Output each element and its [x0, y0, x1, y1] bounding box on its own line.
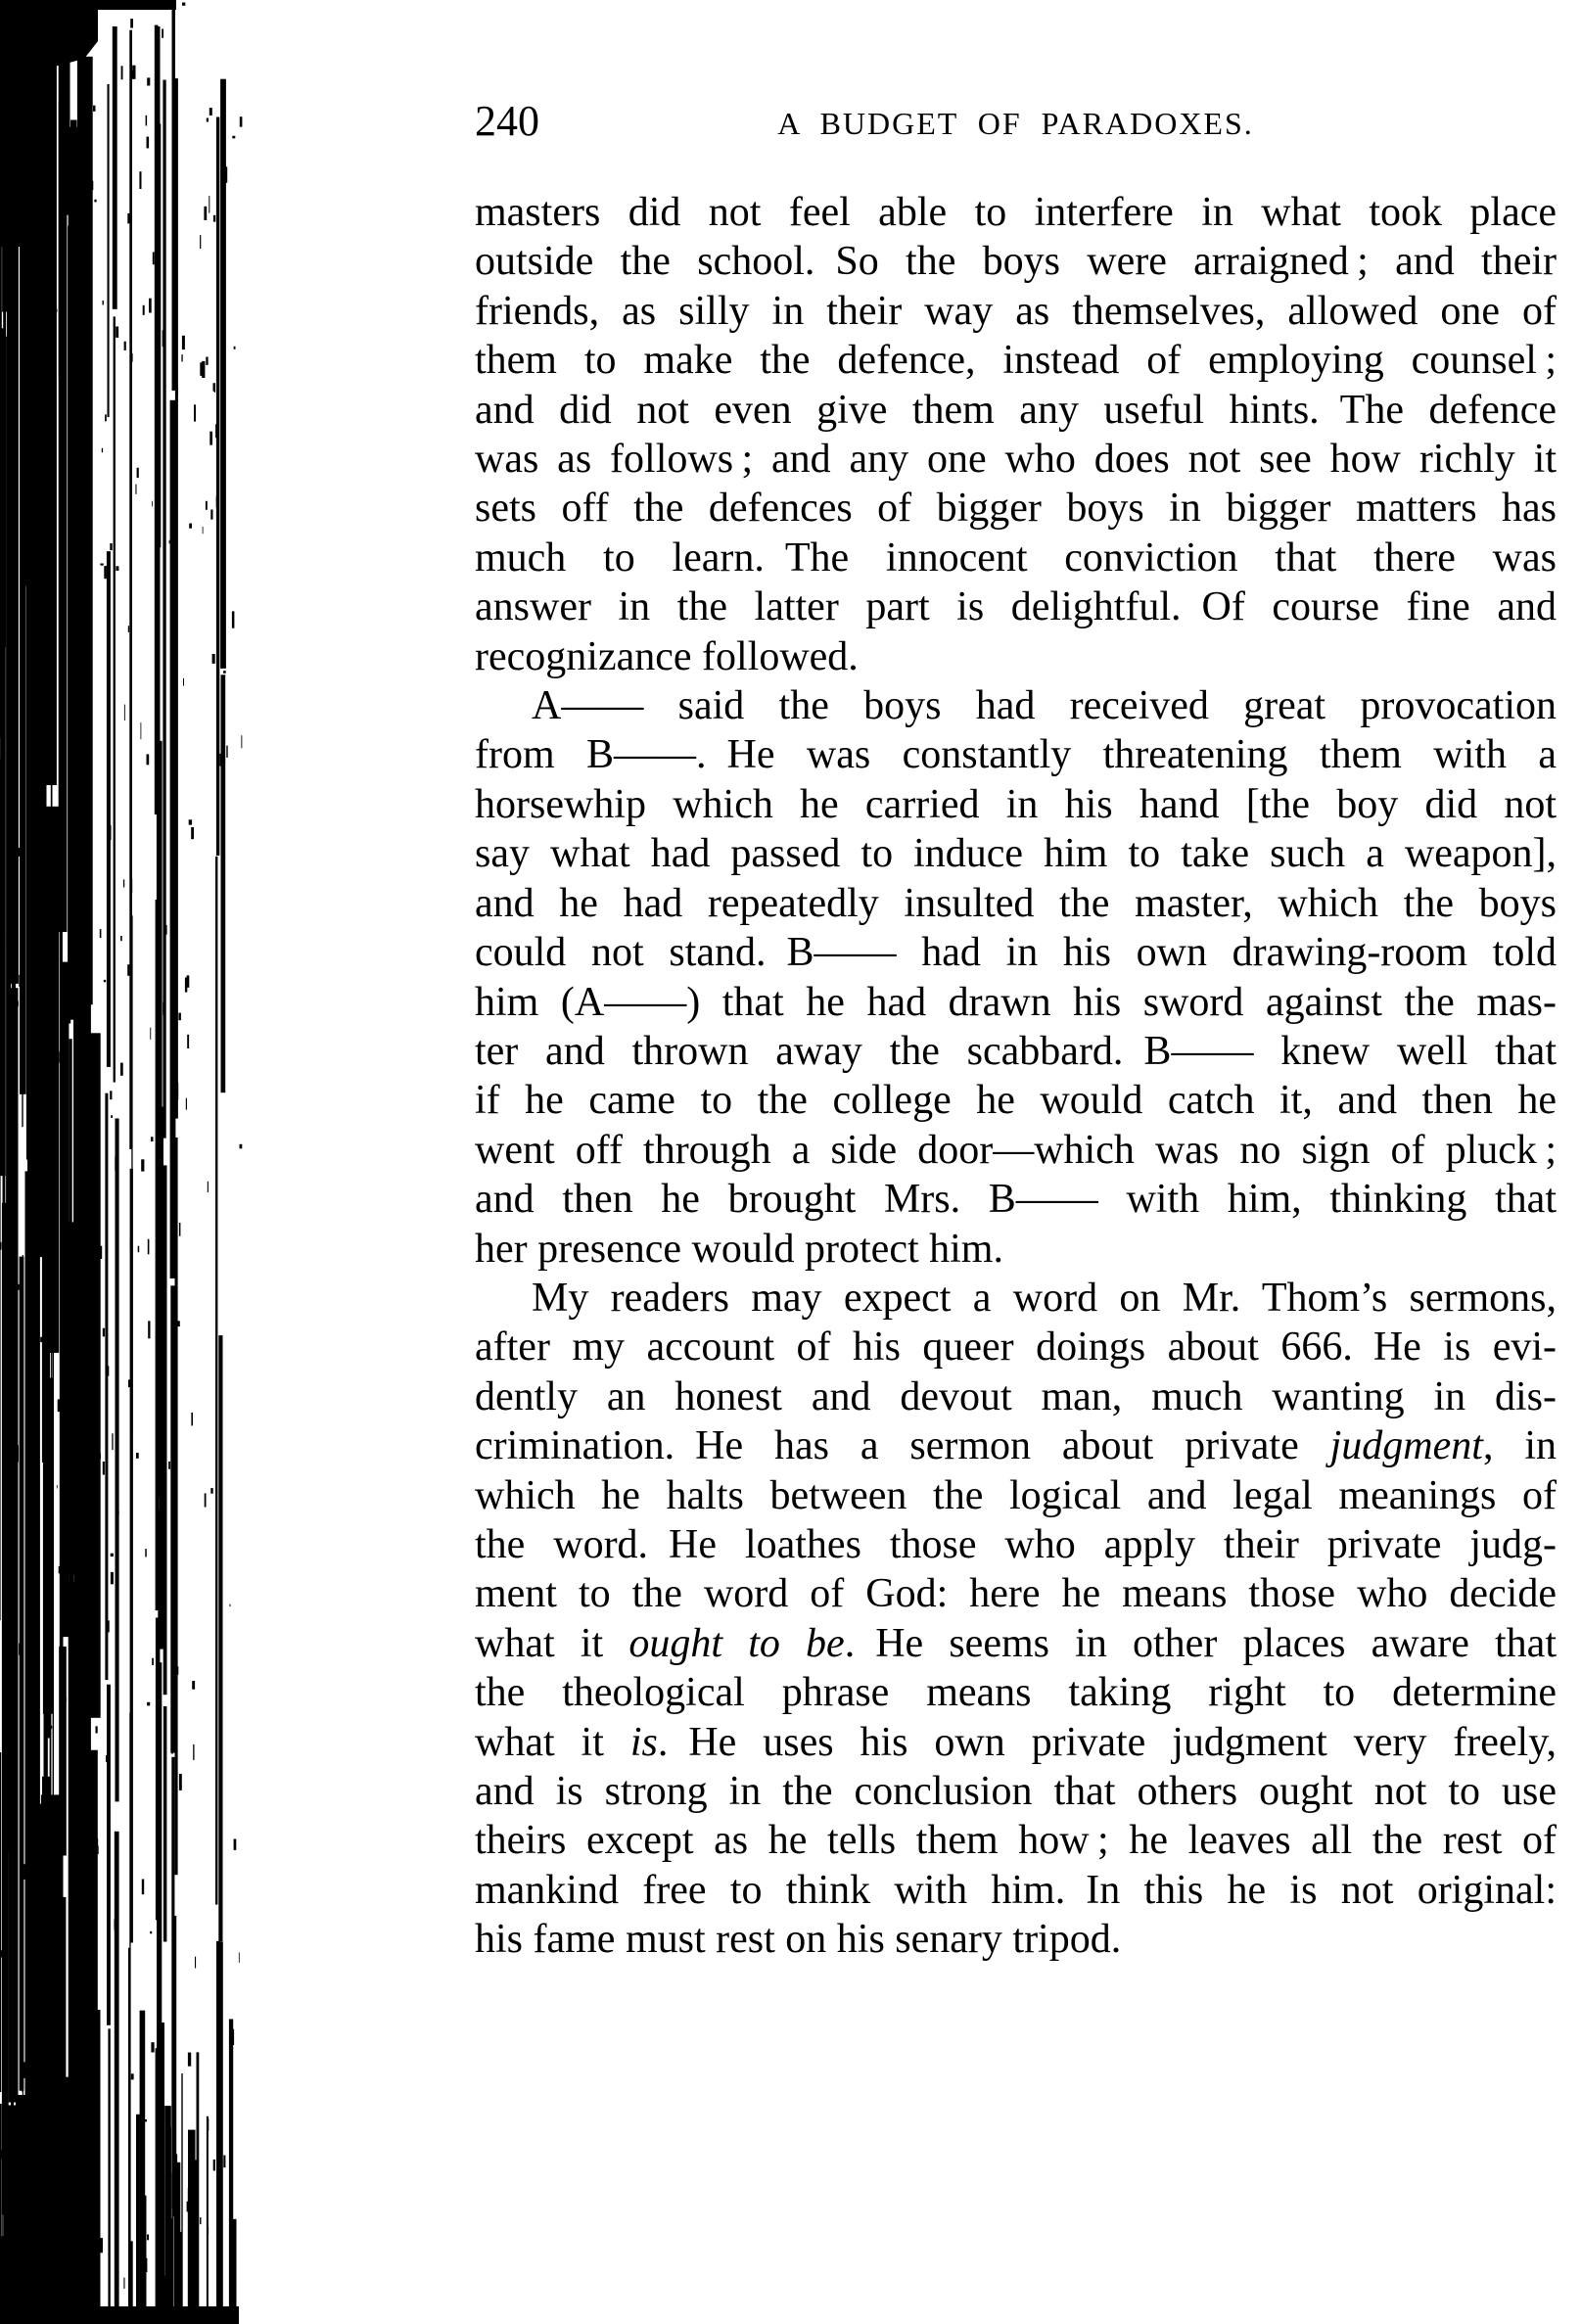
page-header	[475, 98, 1557, 149]
text-line: from B——. He was constantly threatening them with a	[475, 732, 1557, 778]
paragraph	[475, 681, 1557, 1274]
text-line: what it is. He uses his own private judgment very freely,	[475, 1719, 1558, 1765]
text-line: A—— said the boys had received great provocation	[532, 683, 1557, 729]
text-line: ter and thrown away the scabbard. B—— knew well that	[475, 1028, 1557, 1074]
text-line: dently an honest and devout man, much wanting in dis-	[475, 1373, 1557, 1419]
text-line: say what had passed to induce him to take such a weapon],	[475, 831, 1557, 877]
text-line: could not stand. B—— had in his own drawing-room told	[475, 930, 1557, 976]
page-number: 240	[475, 97, 539, 145]
text-line: recognizance followed.	[475, 633, 859, 679]
text-line: and he had repeatedly insulted the master, which the boys	[475, 880, 1557, 926]
text-line: friends, as silly in their way as themselves, allowed one of	[475, 288, 1557, 334]
text-line: his fame must rest on his senary tripod.	[475, 1917, 1122, 1963]
paragraph	[475, 188, 1557, 681]
text-line: and did not even give them any useful hints. The defence	[475, 387, 1557, 433]
text-line: which he halts between the logical and legal meanings of	[475, 1472, 1557, 1518]
text-line: much to learn. The innocent conviction that there was	[475, 535, 1557, 581]
running-title: A BUDGET OF PARADOXES.	[777, 106, 1254, 141]
text-line: what it ought to be. He seems in other places aware that	[475, 1620, 1557, 1666]
text-line: the theological phrase means taking right to determine	[475, 1670, 1557, 1716]
text-line: horsewhip which he carried in his hand [the boy did not	[475, 781, 1557, 827]
text-line: crimination. He has a sermon about private judgment, in	[475, 1423, 1557, 1469]
text-line: sets off the defences of bigger boys in bigger matters has	[475, 486, 1557, 532]
text-line: after my account of his queer doings about 666. He is evi-	[475, 1325, 1557, 1371]
paragraph	[475, 1274, 1557, 1965]
text-line: the word. He loathes those who apply their private judg-	[475, 1521, 1557, 1567]
text-line: ment to the word of God: here he means those who decide	[475, 1571, 1557, 1617]
text-line: her presence would protect him.	[475, 1226, 1003, 1272]
book-gutter-scan-artifact	[0, 0, 255, 2324]
text-line: them to make the defence, instead of employing counsel ;	[475, 338, 1557, 384]
text-line: and then he brought Mrs. B—— with him, thinking that	[475, 1177, 1557, 1223]
text-line: went off through a side door—which was no sign of pluck ;	[475, 1127, 1557, 1173]
text-line: was as follows ; and any one who does not see how richly it	[475, 437, 1557, 483]
text-line: outside the school. So the boys were arraigned ; and their	[475, 239, 1557, 285]
text-line: him (A——) that he had drawn his sword against the mas-	[475, 979, 1557, 1025]
text-line: theirs except as he tells them how ; he leaves all the rest of	[475, 1818, 1557, 1864]
text-line: mankind free to think with him. In this he is not original:	[475, 1867, 1557, 1913]
text-line: masters did not feel able to interfere in what took place	[475, 190, 1557, 235]
text-line: and is strong in the conclusion that others ought not to use	[475, 1769, 1557, 1814]
text-line: if he came to the college he would catch it, and then he	[475, 1078, 1557, 1124]
page-text	[475, 188, 1557, 1965]
text-line: answer in the latter part is delightful. Of course fine and	[475, 584, 1557, 630]
text-line: My readers may expect a word on Mr. Thom’s sermons,	[532, 1275, 1557, 1321]
